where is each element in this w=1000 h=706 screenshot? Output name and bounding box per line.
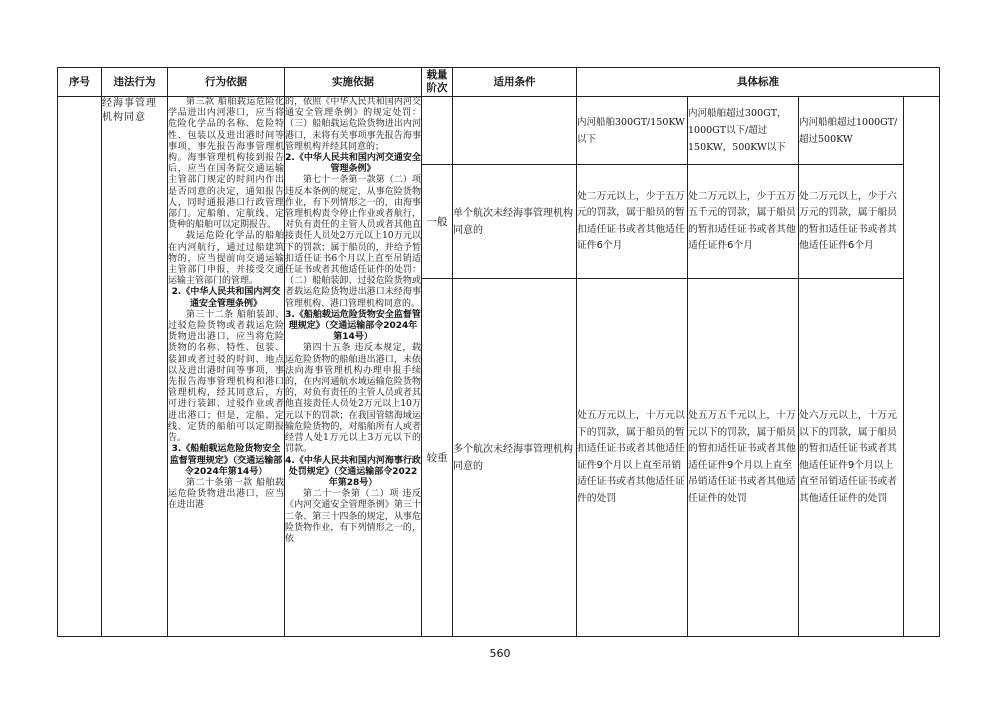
header-load-level: 载量阶次 <box>422 68 453 97</box>
impl-basis-heading-4: 4.《中华人民共和国内河海事行政处罚规定》（交通运输部令2022年第28号） <box>285 455 421 488</box>
tier-row <box>58 97 940 165</box>
header-violation: 违法行为 <box>102 68 168 97</box>
impl-basis-cell <box>285 97 422 637</box>
impl-basis-para-3: 第四十五条 违反本规定，载运危险货物的船舶进出港口，未依法向海事管理机构办理申报手续的，在内河通航水域运输危险货物的，对负有责任的主管人员或者其他直接责任人员处2万元以上10万元以下的罚款；在我国管辖海域运输危险货物的，对船舶所有人或者经营人处1万元以上3万元以下的罚款。 <box>285 343 421 455</box>
condition-blank-cell <box>453 97 577 165</box>
tier-large-vessel: 内河船舶超过1000GT/超过500KW <box>799 97 904 165</box>
header-row <box>58 68 940 97</box>
condition-serious: 多个航次未经海事管理机构同意的 <box>453 279 577 637</box>
legal-basis-para-2: 载运危险化学品的船舶在内河航行，通过过船建筑物的，应当提前向交通运输主管部门申报，并接受交通运输主管部门的管理。 <box>168 231 284 287</box>
impl-basis-para-4: 第二十一条第（二）项 违反《内河交通安全管理条例》第三十二条、第三十四条的规定，从事危险货物作业，有下列情形之一的，依 <box>285 489 421 544</box>
condition-general: 单个航次未经海事管理机构同意的 <box>453 165 577 279</box>
header-impl-basis: 实施依据 <box>285 68 422 97</box>
legal-basis-cell <box>168 97 285 637</box>
legal-basis-heading-2: 2.《中华人民共和国内河交通安全管理条例》 <box>171 287 281 309</box>
header-legal-basis: 行为依据 <box>168 68 285 97</box>
tier-small-vessel: 内河船舶300GT/150KW以下 <box>577 97 688 165</box>
seq-cell <box>58 97 102 637</box>
level-serious: 较重 <box>422 279 453 637</box>
header-seq: 序号 <box>58 68 102 97</box>
standard-general-medium: 处二万元以上，少于五万五千元的罚款，属于船员的暂扣适任证书或者其他适任证件6个月 <box>688 165 799 279</box>
page-number: 560 <box>489 647 511 660</box>
extra-blank-column <box>904 97 940 637</box>
violation-cell: 经海事管理机构同意 <box>102 97 168 637</box>
header-condition: 适用条件 <box>453 68 577 97</box>
level-blank-cell <box>422 97 453 165</box>
standard-serious-large: 处六万元以上，十万元以下的罚款，属于船员的暂扣适任证书或者其他适任证件9个月以上直至吊销适任证书或者其他适任证件的处罚 <box>799 279 904 637</box>
standard-serious-medium: 处五万五千元以上，十万元以下的罚款，属于船员的暂扣适任证书或者其他适任证件9个月以上直至吊销适任证书或者其他适任证件的处罚 <box>688 279 799 637</box>
legal-basis-heading-3: 3.《船舶载运危险货物安全监督管理规定》（交通运输部令2024年第14号） <box>169 444 283 477</box>
impl-basis-heading-3: 3.《船舶载运危险货物安全监督管理规定》（交通运输部令2024年第14号） <box>285 309 421 343</box>
standard-general-large: 处二万元以上，少于六万元的罚款，属于船员的暂扣适任证书或者其他适任证件6个月 <box>799 165 904 279</box>
legal-basis-para-1: 第三款 船舶载运危险化学品进出内河港口，应当将危险化学品的名称、危险特性、包装以及进出港时间等事项，事先报告海事管理机构。海事管理机构接到报告后，应当在国务院交通运输主管部门规定的时间内作出是否同意的决定，通知报告人，同时通报港口行政管理部门。定船舶、定航线、定货种的船舶可以定期报告。 <box>168 97 284 231</box>
penalty-standard-table <box>57 67 940 637</box>
standard-serious-small: 处五万元以上，十万元以下的罚款，属于船员的暂扣适任证书或者其他适任证件9个月以上直至吊销适任证书或者其他适任证件的处罚 <box>577 279 688 637</box>
legal-basis-para-4: 第二十条第一款 船舶载运危险货物进出港口，应当在进出港 <box>168 477 284 511</box>
level-general: 一般 <box>422 165 453 279</box>
impl-basis-para-2: 第七十一条第一款第（二）项 违反本条例的规定，从事危险货物作业，有下列情形之一的，由海事管理机构责令停止作业或者航行，对负有责任的主管人员或者其他直接责任人员处2万元以上10万元以下的罚款；属于船员的，并给予暂扣适任证书6个月以上直至吊销适任证书或者其他适任证件的处罚：（二）船舶装卸、过驳危险货物或者载运危险货物进出港口未经海事管理机构、港口管理机构同意的。 <box>285 175 421 309</box>
legal-basis-para-3: 第三十二条 船舶装卸、过驳危险货物或者载运危险货物进出港口，应当将危险货物的名称、特性、包装、装卸或者过驳的时间、地点以及进出港时间等事项，事先报告海事管理机构和港口管理机构，经其同意后，方可进行装卸、过驳作业或者进出港口；但是，定船、定线、定货的船舶可以定期报告。 <box>168 309 284 444</box>
impl-basis-para-1: 的，依照《中华人民共和国内河交通安全管理条例》的规定处罚：（三）船舶载运危险货物进出内河港口，未将有关事项事先报告海事管理机构并经其同意的； <box>285 97 421 152</box>
tier-medium-vessel: 内河船舶超过300GT，1000GT以下/超过150KW，500KW以下 <box>688 97 799 165</box>
header-standard: 具体标准 <box>577 68 940 97</box>
standard-general-small: 处二万元以上，少于五万元的罚款，属于船员的暂扣适任证书或者其他适任证件6个月 <box>577 165 688 279</box>
impl-basis-heading-2: 2.《中华人民共和国内河交通安全管理条例》 <box>285 153 421 175</box>
